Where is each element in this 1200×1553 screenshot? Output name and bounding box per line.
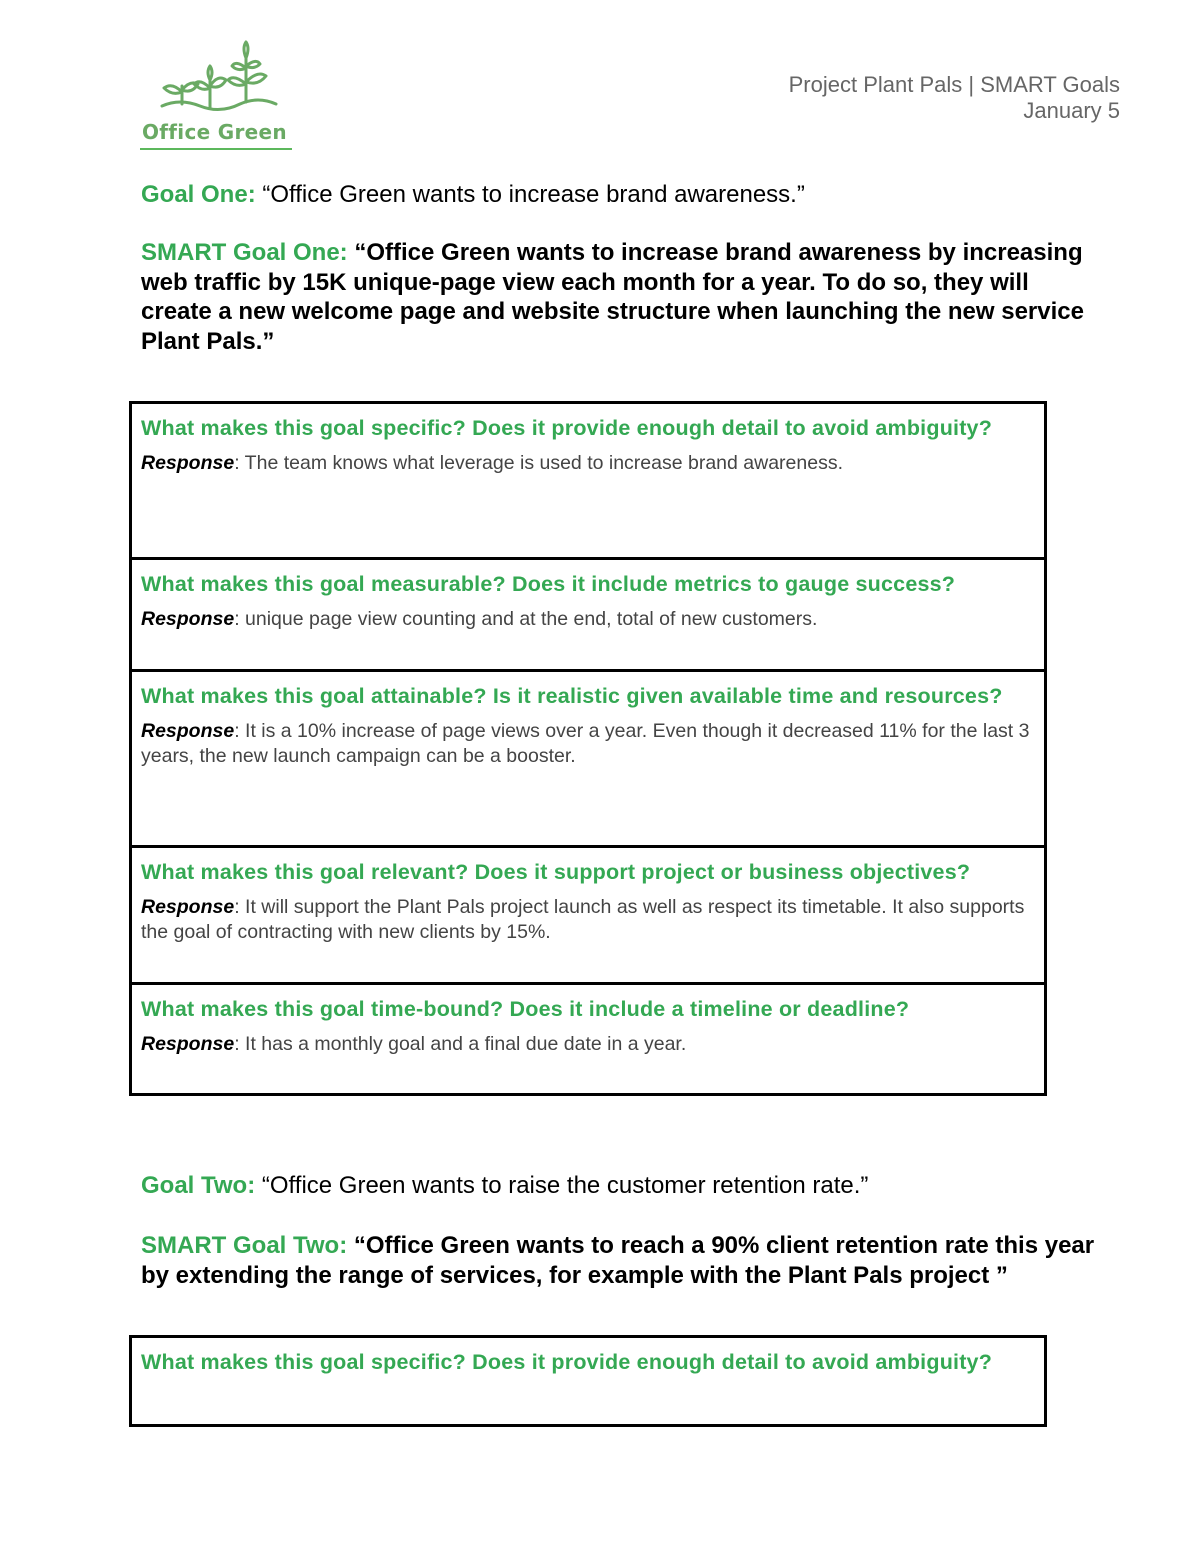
goal-two-text: “Office Green wants to raise the customer retention rate.” xyxy=(255,1172,869,1199)
table-row-specific xyxy=(132,1338,1044,1424)
response-value: : It has a monthly goal and a final due date in a year. xyxy=(234,1033,687,1055)
table-row-attainable xyxy=(132,669,1044,845)
table-row-specific xyxy=(132,404,1044,557)
response-label: Response xyxy=(141,608,235,630)
question-text: What makes this goal measurable? Does it include metrics to gauge success? xyxy=(141,572,956,596)
goal-one-statement xyxy=(141,180,805,210)
question-text: What makes this goal attainable? Is it realistic given available time and resources? xyxy=(141,684,1003,708)
response-text xyxy=(141,895,1035,945)
response-value: : unique page view counting and at the end, total of new customers. xyxy=(234,608,818,630)
response-label: Response xyxy=(141,452,235,474)
goal-one-smart-table xyxy=(129,401,1047,1096)
goal-one-label: Goal One: xyxy=(141,181,256,208)
table-row-measurable xyxy=(132,557,1044,669)
document-header xyxy=(789,72,1120,124)
response-label: Response xyxy=(141,1033,235,1055)
smart-goal-two xyxy=(141,1231,1101,1290)
smart-goal-two-text: “Office Green wants to reach a 90% client retention rate this year by extending the range of services, for example with the Plant Pals project ” xyxy=(141,1232,1095,1289)
response-value: : It is a 10% increase of page views over a year. Even though it decreased 11% for the last 3 years, the new launch campaign can be a booster. xyxy=(141,720,1030,767)
smart-goal-one-text: “Office Green wants to increase brand awareness by increasing web traffic by 15K unique-page view each month for a year. To do so, they will create a new welcome page and website structure when launching the new service Plant Pals.” xyxy=(141,239,1084,355)
smart-goal-one-label: SMART Goal One: xyxy=(141,239,348,266)
question-text: What makes this goal time-bound? Does it include a timeline or deadline? xyxy=(141,997,910,1021)
question-text: What makes this goal specific? Does it provide enough detail to avoid ambiguity? xyxy=(141,416,993,440)
company-logo xyxy=(140,40,295,152)
question-text: What makes this goal relevant? Does it support project or business objectives? xyxy=(141,860,971,884)
plant-sprouts-icon xyxy=(160,40,280,118)
response-text xyxy=(141,719,1035,769)
smart-goal-one xyxy=(141,238,1101,356)
response-value: : The team knows what leverage is used to increase brand awareness. xyxy=(234,452,844,474)
document-title: Project Plant Pals | SMART Goals xyxy=(788,72,1120,97)
goal-two-statement xyxy=(141,1171,868,1201)
document-date: January 5 xyxy=(1023,98,1120,123)
logo-underline xyxy=(140,148,292,150)
question-text: What makes this goal specific? Does it provide enough detail to avoid ambiguity? xyxy=(141,1350,993,1374)
response-value: : It will support the Plant Pals project launch as well as respect its timetable. It also supports the goal of contracting with new clients by 15%. xyxy=(141,896,1025,943)
goal-two-smart-table xyxy=(129,1335,1047,1427)
response-label: Response xyxy=(141,720,235,742)
goal-two-label: Goal Two: xyxy=(141,1172,256,1199)
response-text xyxy=(141,1032,1035,1057)
response-text xyxy=(141,451,1035,476)
table-row-time-bound xyxy=(132,982,1044,1093)
goal-one-text: “Office Green wants to increase brand awareness.” xyxy=(255,181,805,208)
smart-goal-two-label: SMART Goal Two: xyxy=(141,1232,348,1259)
table-row-relevant xyxy=(132,845,1044,982)
logo-wordmark: Office Green xyxy=(142,120,287,144)
response-label: Response xyxy=(141,896,235,918)
response-text xyxy=(141,607,1035,632)
